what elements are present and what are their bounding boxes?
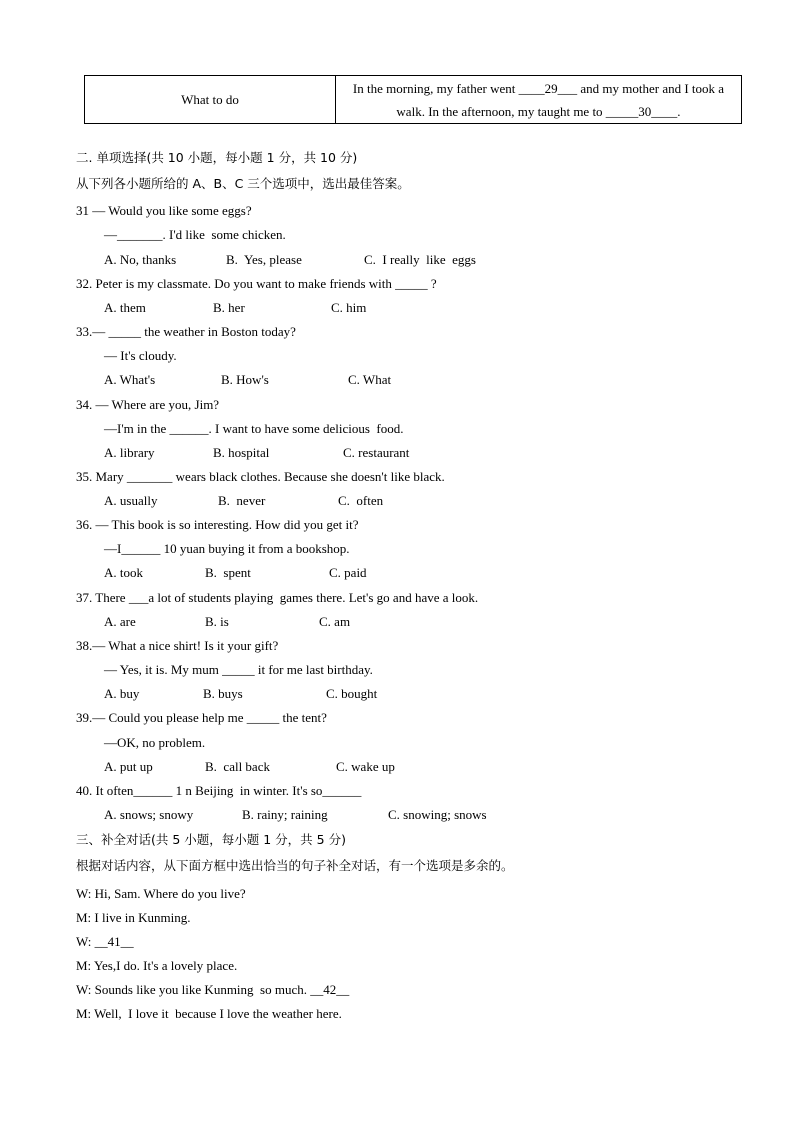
q37-option-b: B. is xyxy=(205,614,229,629)
q40-option-c: C. snowing; snows xyxy=(388,807,487,822)
table-content-line-1: In the morning, my father went ____29___ and my mother and I took a xyxy=(352,81,725,96)
q39-option-b: B. call back xyxy=(205,759,270,774)
q35-option-c: C. often xyxy=(338,493,384,508)
question-35: 35. Mary _______ wears black clothes. Because she doesn't like black. xyxy=(76,469,445,484)
q40-option-b: B. rainy; raining xyxy=(242,807,328,822)
q37-option-c: C. am xyxy=(319,614,351,629)
section-2-instruction: 从下列各小题所给的 A、B、C 三个选项中，选出最佳答案。 xyxy=(76,176,410,191)
question-31-line2: —_______. I'd like some chicken. xyxy=(104,227,286,242)
q32-option-c: C. him xyxy=(331,300,367,315)
q31-option-c: C. I really like eggs xyxy=(364,252,476,267)
question-40: 40. It often______ 1 n Beijing in winter. It's so______ xyxy=(76,783,362,798)
q34-option-a: A. library xyxy=(104,445,155,460)
question-36: 36. — This book is so interesting. How did you get it? xyxy=(76,517,359,532)
q33-option-c: C. What xyxy=(348,372,392,387)
q38-option-c: C. bought xyxy=(326,686,378,701)
question-39: 39.— Could you please help me _____ the tent? xyxy=(76,710,327,725)
question-33: 33.— _____ the weather in Boston today? xyxy=(76,324,296,339)
q32-option-b: B. her xyxy=(213,300,245,315)
section-3-heading: 三、补全对话(共 5 小题，每小题 1 分，共 5 分) xyxy=(76,832,346,847)
question-36-line2: —I______ 10 yuan buying it from a bookshop. xyxy=(104,541,350,556)
question-34: 34. — Where are you, Jim? xyxy=(76,397,220,412)
q36-option-b: B. spent xyxy=(205,565,251,580)
q38-option-b: B. buys xyxy=(203,686,243,701)
table-label: What to do xyxy=(181,91,239,107)
q34-option-b: B. hospital xyxy=(213,445,270,460)
table-content-line-2: walk. In the afternoon, my taught me to _____30____. xyxy=(396,104,681,119)
table-label-cell xyxy=(85,76,336,123)
section-3-instruction: 根据对话内容，从下面方框中选出恰当的句子补全对话，有一个选项是多余的。 xyxy=(76,858,514,873)
section-2-heading: 二. 单项选择(共 10 小题，每小题 1 分，共 10 分) xyxy=(76,150,358,165)
dialogue-line: W: Hi, Sam. Where do you live? xyxy=(76,886,246,901)
dialogue-line: M: Well, I love it because I love the weather here. xyxy=(76,1006,342,1021)
q35-option-a: A. usually xyxy=(104,493,158,508)
q32-option-a: A. them xyxy=(104,300,146,315)
dialogue-line: M: I live in Kunming. xyxy=(76,910,191,925)
q31-option-a: A. No, thanks xyxy=(104,252,177,267)
q37-option-a: A. are xyxy=(104,614,136,629)
dialogue-line: W: Sounds like you like Kunming so much. __42__ xyxy=(76,982,350,997)
info-table xyxy=(84,75,742,124)
dialogue-line: M: Yes,I do. It's a lovely place. xyxy=(76,958,238,973)
question-33-line2: — It's cloudy. xyxy=(104,348,177,363)
q39-option-c: C. wake up xyxy=(336,759,395,774)
table-content-cell xyxy=(336,76,741,123)
q34-option-c: C. restaurant xyxy=(343,445,410,460)
q38-option-a: A. buy xyxy=(104,686,140,701)
q36-option-c: C. paid xyxy=(329,565,367,580)
q35-option-b: B. never xyxy=(218,493,266,508)
q39-option-a: A. put up xyxy=(104,759,153,774)
q33-option-b: B. How's xyxy=(221,372,269,387)
question-34-line2: —I'm in the ______. I want to have some delicious food. xyxy=(104,421,404,436)
q40-option-a: A. snows; snowy xyxy=(104,807,194,822)
q31-option-b: B. Yes, please xyxy=(226,252,302,267)
question-38: 38.— What a nice shirt! Is it your gift? xyxy=(76,638,279,653)
q36-option-a: A. took xyxy=(104,565,143,580)
question-39-line2: —OK, no problem. xyxy=(104,735,206,750)
q33-option-a: A. What's xyxy=(104,372,156,387)
question-32: 32. Peter is my classmate. Do you want to make friends with _____ ? xyxy=(76,276,437,291)
dialogue-line: W: __41__ xyxy=(76,934,134,949)
question-38-line2: — Yes, it is. My mum _____ it for me last birthday. xyxy=(104,662,373,677)
question-31: 31 — Would you like some eggs? xyxy=(76,203,252,218)
question-37: 37. There ___a lot of students playing games there. Let's go and have a look. xyxy=(76,590,479,605)
